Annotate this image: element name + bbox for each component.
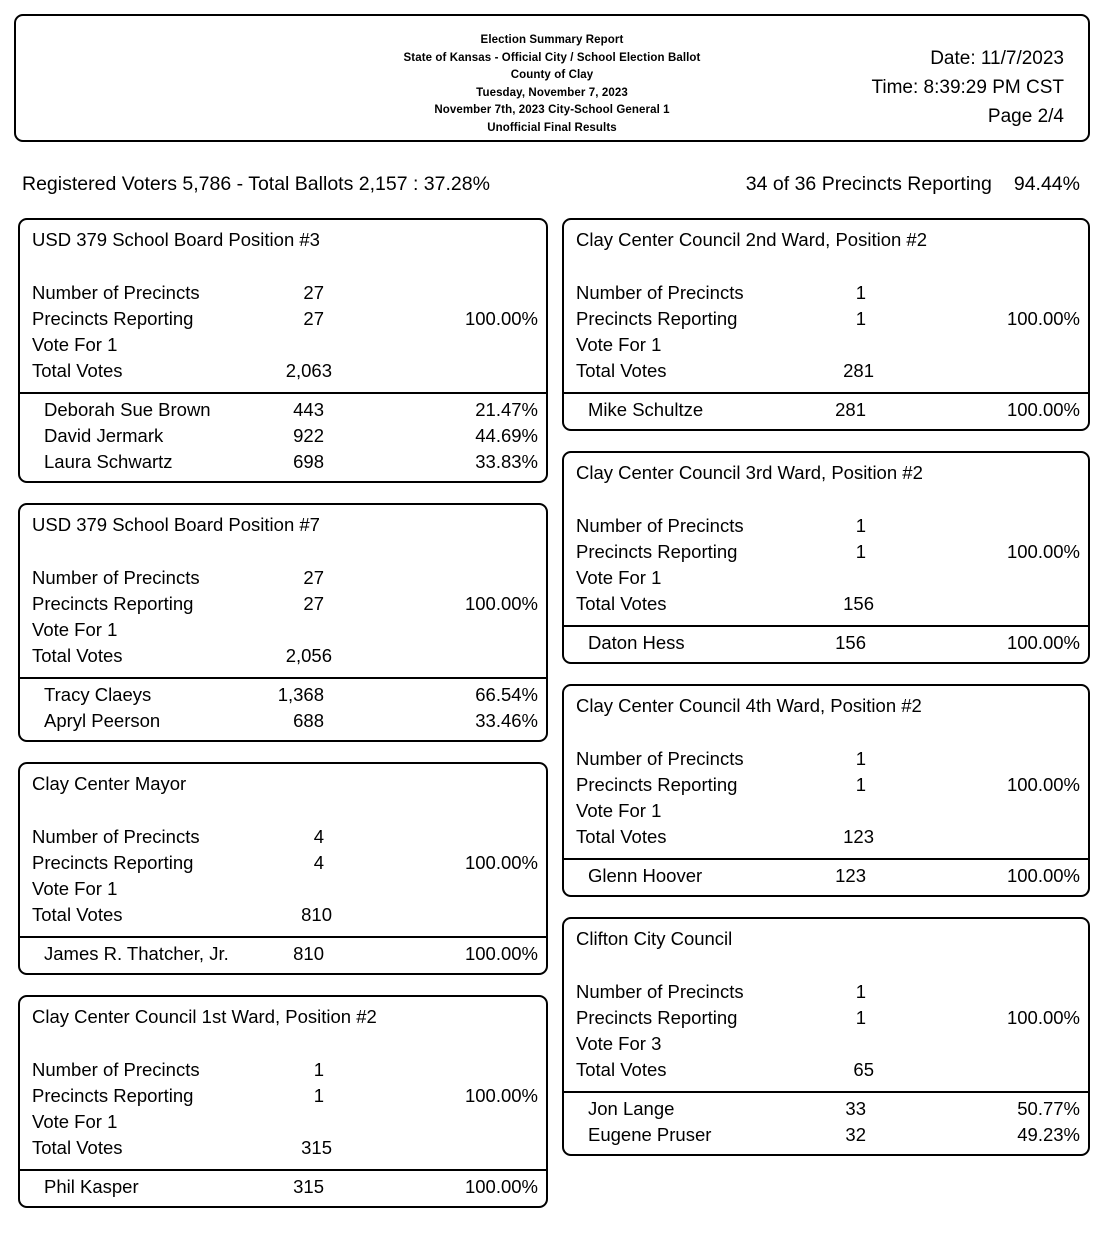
contest-title: Clay Center Mayor: [32, 773, 187, 794]
number-of-precincts-value: 1: [855, 748, 866, 769]
vote-for-label: Vote For 3: [576, 1033, 662, 1054]
candidate-votes: 922: [293, 425, 324, 446]
total-votes-value: 2,063: [285, 360, 332, 381]
row-number-of-precincts: [20, 565, 546, 591]
number-of-precincts-value: 27: [303, 282, 324, 303]
candidate-row: [564, 1122, 1088, 1148]
precincts-reporting-value: 27: [303, 308, 324, 329]
total-votes-value: 2,056: [285, 645, 332, 666]
candidate-votes: 32: [845, 1124, 866, 1145]
report-time: Time: 8:39:29 PM CST: [871, 77, 1064, 98]
precincts-reporting-value: 1: [855, 541, 866, 562]
candidate-row: [20, 682, 546, 708]
contest-summary-rows: [20, 796, 546, 934]
candidate-row: [20, 397, 546, 423]
vote-for-label: Vote For 1: [576, 800, 662, 821]
vote-for-label: Vote For 1: [32, 878, 118, 899]
precincts-reporting-label: Precincts Reporting: [576, 308, 738, 329]
header-line-election-date: Tuesday, November 7, 2023: [476, 86, 628, 99]
precincts-reporting-value: 4: [313, 852, 324, 873]
total-votes-label: Total Votes: [32, 645, 123, 666]
candidate-row: [20, 1174, 546, 1200]
header-line-report-name: Election Summary Report: [480, 34, 624, 46]
contest-summary-rows: [20, 537, 546, 675]
total-votes-label: Total Votes: [576, 360, 667, 381]
row-vote-for: [20, 1109, 546, 1135]
precincts-reporting-value: 1: [855, 1007, 866, 1028]
number-of-precincts-label: Number of Precincts: [576, 282, 744, 303]
number-of-precincts-label: Number of Precincts: [32, 567, 200, 588]
precincts-reporting-label: Precincts Reporting: [32, 593, 194, 614]
precincts-reporting-percent: 100.00%: [464, 852, 538, 873]
candidate-votes: 156: [835, 632, 866, 653]
candidate-percent: 100.00%: [1006, 632, 1080, 653]
candidate-row: [20, 708, 546, 734]
contest-box: [18, 503, 548, 742]
report-header-meta-block: [871, 44, 1064, 131]
candidate-name: Deborah Sue Brown: [44, 399, 211, 420]
candidate-percent: 50.77%: [1017, 1098, 1080, 1119]
contest-column-left: [18, 218, 548, 1228]
number-of-precincts-label: Number of Precincts: [32, 282, 200, 303]
candidate-votes: 688: [293, 710, 324, 731]
candidate-name: Laura Schwartz: [44, 451, 173, 472]
candidate-name: Eugene Pruser: [588, 1124, 712, 1145]
header-line-jurisdiction: State of Kansas - Official City / School Election Ballot: [403, 51, 701, 64]
row-vote-for: [564, 565, 1088, 591]
row-precincts-reporting: [564, 306, 1088, 332]
row-precincts-reporting: [564, 772, 1088, 798]
candidate-rows: [20, 938, 546, 973]
row-total-votes: [564, 591, 1088, 617]
header-line-election-name: November 7th, 2023 City-School General 1: [434, 104, 670, 116]
row-vote-for: [20, 332, 546, 358]
precincts-reporting-percent: 100.00%: [1006, 774, 1080, 795]
report-date: Date: 11/7/2023: [930, 48, 1064, 69]
row-precincts-reporting: [564, 1005, 1088, 1031]
total-votes-value: 315: [301, 1137, 332, 1158]
row-vote-for: [564, 1031, 1088, 1057]
row-total-votes: [20, 643, 546, 669]
contest-title: USD 379 School Board Position #7: [32, 514, 320, 535]
candidate-row: [20, 941, 546, 967]
vote-for-label: Vote For 1: [32, 334, 118, 355]
candidate-name: Tracy Claeys: [44, 684, 152, 705]
total-votes-label: Total Votes: [576, 826, 667, 847]
candidate-row: [20, 449, 546, 475]
row-number-of-precincts: [564, 280, 1088, 306]
candidate-votes: 443: [293, 399, 324, 420]
precincts-reporting-percent: 100.00%: [464, 593, 538, 614]
contest-summary-rows: [20, 1029, 546, 1167]
precincts-reporting-label: Precincts Reporting: [576, 1007, 738, 1028]
precincts-reporting-value: 1: [313, 1085, 324, 1106]
number-of-precincts-value: 4: [313, 826, 324, 847]
row-total-votes: [20, 1135, 546, 1161]
candidate-row: [564, 1096, 1088, 1122]
row-number-of-precincts: [564, 513, 1088, 539]
number-of-precincts-label: Number of Precincts: [576, 515, 744, 536]
turnout-summary-strip: [22, 173, 1090, 201]
row-number-of-precincts: [20, 280, 546, 306]
contest-summary-rows: [564, 252, 1088, 390]
contest-title: Clay Center Council 3rd Ward, Position #2: [576, 462, 923, 483]
candidate-name: Jon Lange: [588, 1098, 675, 1119]
number-of-precincts-label: Number of Precincts: [576, 748, 744, 769]
row-total-votes: [20, 358, 546, 384]
contest-box: [562, 684, 1090, 897]
total-votes-label: Total Votes: [32, 360, 123, 381]
total-votes-label: Total Votes: [32, 1137, 123, 1158]
row-number-of-precincts: [20, 824, 546, 850]
contest-box: [18, 995, 548, 1208]
row-vote-for: [20, 876, 546, 902]
candidate-row: [564, 397, 1088, 423]
contest-summary-rows: [564, 485, 1088, 623]
precincts-reporting-summary: [746, 173, 1080, 196]
contest-box: [562, 917, 1090, 1156]
number-of-precincts-value: 1: [855, 282, 866, 303]
precincts-reporting-value: 1: [855, 774, 866, 795]
candidate-row: [564, 630, 1088, 656]
contest-box: [562, 218, 1090, 431]
candidate-votes: 1,368: [277, 684, 324, 705]
candidate-name: Daton Hess: [588, 632, 685, 653]
precincts-reporting-percent: 100.00%: [1006, 1007, 1080, 1028]
candidate-percent: 100.00%: [464, 943, 538, 964]
contest-summary-rows: [564, 951, 1088, 1089]
candidate-name: Mike Schultze: [588, 399, 704, 420]
registered-voters-summary: Registered Voters 5,786 - Total Ballots 2,157 : 37.28%: [22, 173, 490, 195]
candidate-percent: 100.00%: [1006, 399, 1080, 420]
row-precincts-reporting: [564, 539, 1088, 565]
precincts-reporting-label: Precincts Reporting: [32, 308, 194, 329]
row-precincts-reporting: [20, 1083, 546, 1109]
contest-title: Clifton City Council: [576, 928, 733, 949]
row-vote-for: [564, 798, 1088, 824]
vote-for-label: Vote For 1: [576, 567, 662, 588]
candidate-percent: 33.83%: [475, 451, 538, 472]
vote-for-label: Vote For 1: [576, 334, 662, 355]
candidate-votes: 123: [835, 865, 866, 886]
row-number-of-precincts: [564, 979, 1088, 1005]
candidate-row: [564, 863, 1088, 889]
report-page-number: Page 2/4: [987, 106, 1064, 127]
contest-column-right: [562, 218, 1090, 1176]
precincts-reporting-label: Precincts Reporting: [576, 541, 738, 562]
header-line-county: County of Clay: [510, 69, 594, 81]
candidate-rows: [20, 394, 546, 481]
candidate-percent: 66.54%: [475, 684, 538, 705]
candidate-votes: 33: [845, 1098, 866, 1119]
precincts-reporting-label: Precincts Reporting: [576, 774, 738, 795]
contest-summary-rows: [20, 252, 546, 390]
total-votes-label: Total Votes: [32, 904, 123, 925]
row-total-votes: [20, 902, 546, 928]
candidate-percent: 100.00%: [464, 1176, 538, 1197]
candidate-percent: 21.47%: [475, 399, 538, 420]
contest-title: Clay Center Council 4th Ward, Position #2: [576, 695, 922, 716]
contest-box: [562, 451, 1090, 664]
candidate-percent: 100.00%: [1006, 865, 1080, 886]
precincts-reporting-label: Precincts Reporting: [32, 852, 194, 873]
number-of-precincts-value: 1: [855, 981, 866, 1002]
row-number-of-precincts: [564, 746, 1088, 772]
total-votes-value: 65: [853, 1059, 874, 1080]
candidate-row: [20, 423, 546, 449]
candidate-rows: [564, 627, 1088, 662]
row-number-of-precincts: [20, 1057, 546, 1083]
precincts-reporting-percent: 94.44%: [1013, 173, 1080, 195]
number-of-precincts-label: Number of Precincts: [576, 981, 744, 1002]
precincts-reporting-value: 27: [303, 593, 324, 614]
candidate-name: Apryl Peerson: [44, 710, 161, 731]
row-total-votes: [564, 824, 1088, 850]
candidate-name: Phil Kasper: [44, 1176, 139, 1197]
candidate-votes: 281: [835, 399, 866, 420]
number-of-precincts-label: Number of Precincts: [32, 826, 200, 847]
header-line-results-status: Unofficial Final Results: [487, 121, 617, 134]
number-of-precincts-label: Number of Precincts: [32, 1059, 200, 1080]
candidate-percent: 33.46%: [475, 710, 538, 731]
precincts-reporting-percent: 100.00%: [1006, 308, 1080, 329]
precincts-reporting-percent: 100.00%: [1006, 541, 1080, 562]
precincts-reporting-value: 1: [855, 308, 866, 329]
total-votes-label: Total Votes: [576, 593, 667, 614]
row-total-votes: [564, 1057, 1088, 1083]
contest-title: Clay Center Council 2nd Ward, Position #2: [576, 229, 927, 250]
total-votes-value: 810: [301, 904, 332, 925]
contest-summary-rows: [564, 718, 1088, 856]
row-total-votes: [564, 358, 1088, 384]
number-of-precincts-value: 27: [303, 567, 324, 588]
candidate-rows: [564, 394, 1088, 429]
candidate-percent: 44.69%: [475, 425, 538, 446]
candidate-rows: [20, 679, 546, 740]
precincts-reporting-percent: 100.00%: [464, 308, 538, 329]
contest-box: [18, 218, 548, 483]
candidate-votes: 698: [293, 451, 324, 472]
vote-for-label: Vote For 1: [32, 619, 118, 640]
candidate-name: James R. Thatcher, Jr.: [44, 943, 229, 964]
total-votes-value: 156: [843, 593, 874, 614]
row-precincts-reporting: [20, 850, 546, 876]
total-votes-label: Total Votes: [576, 1059, 667, 1080]
total-votes-value: 281: [843, 360, 874, 381]
candidate-name: Glenn Hoover: [588, 865, 703, 886]
precincts-reporting-label: Precincts Reporting: [32, 1085, 194, 1106]
number-of-precincts-value: 1: [855, 515, 866, 536]
contest-title: USD 379 School Board Position #3: [32, 229, 320, 250]
report-header-box: [14, 14, 1090, 142]
precincts-reporting-text: 34 of 36 Precincts Reporting: [745, 173, 992, 195]
candidate-name: David Jermark: [44, 425, 164, 446]
contest-title: Clay Center Council 1st Ward, Position #2: [32, 1006, 377, 1027]
row-vote-for: [564, 332, 1088, 358]
candidate-rows: [564, 1093, 1088, 1154]
candidate-votes: 315: [293, 1176, 324, 1197]
row-precincts-reporting: [20, 306, 546, 332]
row-vote-for: [20, 617, 546, 643]
candidate-votes: 810: [293, 943, 324, 964]
total-votes-value: 123: [843, 826, 874, 847]
contest-box: [18, 762, 548, 975]
row-precincts-reporting: [20, 591, 546, 617]
precincts-reporting-percent: 100.00%: [464, 1085, 538, 1106]
candidate-rows: [564, 860, 1088, 895]
candidate-rows: [20, 1171, 546, 1206]
candidate-percent: 49.23%: [1017, 1124, 1080, 1145]
vote-for-label: Vote For 1: [32, 1111, 118, 1132]
number-of-precincts-value: 1: [313, 1059, 324, 1080]
